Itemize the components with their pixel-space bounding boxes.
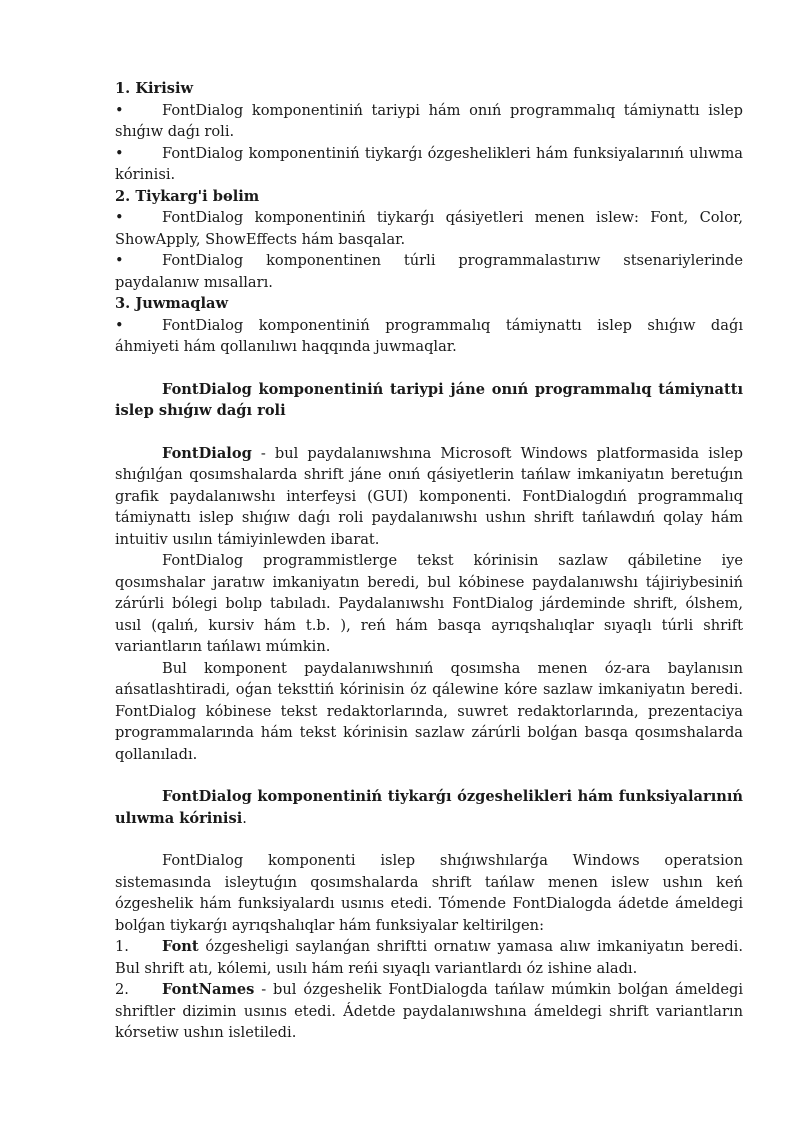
paragraph [115,443,743,551]
section-b-title [115,786,743,829]
list-item [115,315,743,358]
paragraph-text: - bul paydalanıwshına Microsoft Windows platformasida islep shıǵılǵan qosımshalarda shrift jáne onıń qásiyetlerin tańlaw imkaniyatın beretuǵın grafik paydalanıwshı interfeysi (GUI) komponenti. FontDialogdıń programmalıq támiynattı islep shıǵıw daǵı roli paydalanıwshı ushın shrift tańlawdıń qolay hám intuitiv usılın támiyinlewden ibarat. [115,444,743,548]
numbered-item [115,936,743,979]
list-item-text: FontDialog komponentiniń programmalıq támiynattı islep shıǵıw daǵı áhmiyeti hám qollanılıwı haqqında juwmaqlar. [115,316,743,355]
section-3-heading: 3. Juwmaqlaw [115,295,229,312]
paragraph: Bul komponent paydalanıwshınıń qosımsha menen óz-ara baylanısın ańsatlashtiradi, oǵan teksttiń kórinisin óz qálewine kóre sazlaw imkaniyatın beredi. FontDialog kóbinese tekst redaktorlarında, suwret redaktorlarında, prezentaciya programmalarında hám tekst kórinisin sazlaw zárúrli bolǵan basqa qosımshalarda qollanıladı. [115,659,743,763]
section-b-title-tail: . [242,809,247,827]
bullet-icon: • [115,101,124,119]
paragraph: FontDialog komponenti islep shıǵıwshılarǵa Windows operatsion sistemasında isleytuǵın qosımshalarda shrift tańlaw menen islew ushın keń ózgeshelik hám funksiyalardı usınıs etedi. Tómende FontDialogda ádetde ámeldegi bolǵan tiykarǵı ayrıqshalıqlar hám funksiyalar keltirilgen: [115,852,743,934]
item-number: 1. [115,938,129,955]
list-item-text: FontDialog komponentiniń tiykarǵı qásiyetleri menen islew: Font, Color, ShowApply, ShowEffects hám basqalar. [115,209,743,248]
item-text: ózgesheligi saylanǵan shriftti ornatıw yamasa alıw imkaniyatın beredi. Bul shrift atı, kólemi, usılı hám reńi sıyaqlı variantlardı óz ishine aladı. [115,938,743,977]
paragraph: FontDialog programmistlerge tekst kórinisin sazlaw qábiletine iye qosımshalar jaratıw imkaniyatın beredi, bul kóbinese paydalanıwshı tájiriybesiniń zárúrli bólegi bolıp tabıladı. Paydalanıwshı FontDialog járdeminde shrift, ólshem, usıl (qalıń, kursiv hám t.b. ), reń hám basqa ayrıqshalıqlar sıyaqlı túrli shrift variantların tańlawı múmkin. [115,552,743,655]
list-item-text: FontDialog komponentiniń tiykarǵı ózgeshelikleri hám funksiyalarınıń ulıwma kórinisi. [115,144,743,183]
bullet-icon: • [115,209,124,226]
section-a-title: FontDialog komponentiniń tariypi jáne onıń programmalıq támiynattı islep shıǵıw daǵı roli [115,380,743,419]
term-bold: Font [162,938,199,955]
section-b-title-text: FontDialog komponentiniń tiykarǵı ózgeshelikleri hám funksiyalarınıń ulıwma kórinisi [115,788,743,827]
bullet-icon: • [115,252,124,269]
list-item [115,250,743,293]
section-1-heading: 1. Kirisiw [115,80,194,97]
list-item [115,143,743,186]
bullet-icon: • [115,316,124,334]
list-item [115,207,743,250]
list-item-text: FontDialog komponentinen túrli programmalastırıw stsenariylerinde paydalanıw mısalları. [115,252,743,291]
numbered-item [115,979,743,1044]
item-text: - bul ózgeshelik FontDialogda tańlaw múmkin bolǵan ámeldegi shriftler dizimin usınıs etedi. Ádetde paydalanıwshına ámeldegi shrift variantların kórsetiw ushın isletiledi. [115,981,743,1041]
list-item [115,100,743,143]
term-bold: FontDialog [162,444,252,462]
term-bold: FontNames [162,981,255,998]
document-page [115,78,743,1044]
item-number: 2. [115,981,129,998]
list-item-text: FontDialog komponentiniń tariypi hám onıń programmalıq támiynattı islep shıǵıw daǵı roli. [115,101,743,140]
bullet-icon: • [115,144,124,162]
section-2-heading: 2. Tiykarg'i bɵlim [115,187,260,205]
